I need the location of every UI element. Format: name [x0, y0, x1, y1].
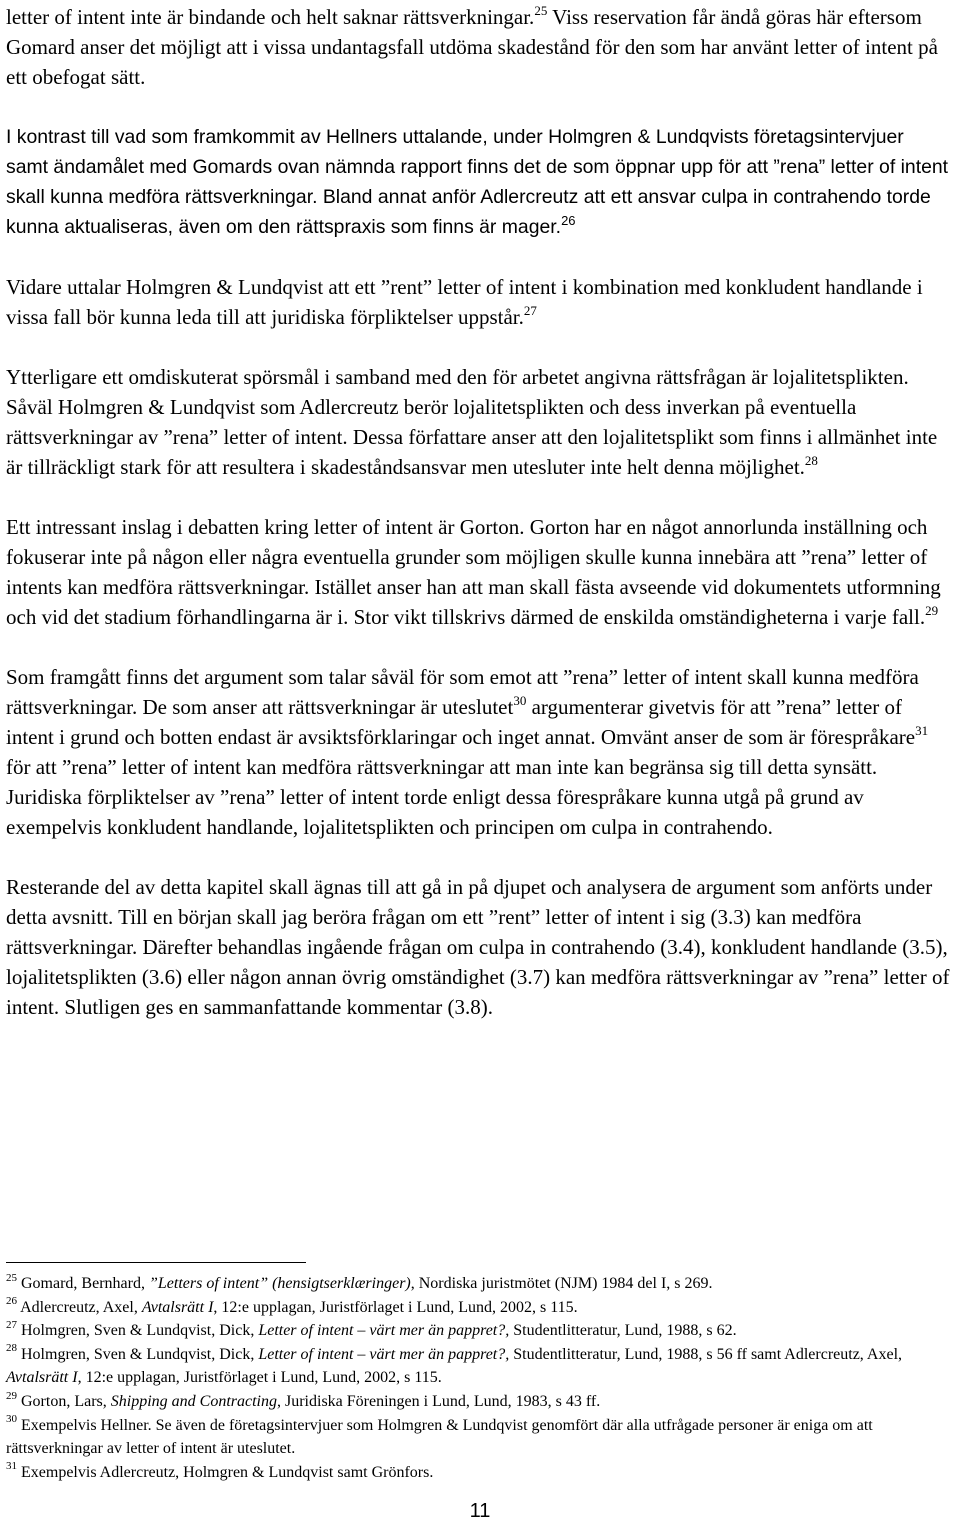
footnote-number: 26: [6, 1295, 17, 1308]
paragraph-1: [6, 2, 950, 92]
footnote-26: [6, 1296, 950, 1320]
footnote-ref-29[interactable]: 29: [925, 603, 939, 618]
footnote-text: , Juridiska Föreningen i Lund, Lund, 1983, s 43 ff.: [277, 1392, 601, 1410]
paragraph-1-text-b: Viss reservation får ändå göras här eftersom Gomard anser det möjligt att i vissa undantagsfall utdöma skadestånd för den som har använt letter of intent på ett obefogat sätt.: [6, 5, 938, 89]
footnotes-section: [6, 1272, 950, 1484]
paragraph-4-text: Ytterligare ett omdiskuterat spörsmål i samband med den för arbetet angivna rättsfrågan är lojalitetsplikten. Såväl Holmgren & Lundqvist som Adlercreutz berör lojalitetsplikten och dess inverkan på eventuella rättsverkningar av ”rena” letter of intent. Dessa författare anser att den lojalitetsplikt som finns i allmänhet inte är tillräckligt stark för att resultera i skadeståndsansvar men utesluter inte helt denna möjlighet.: [6, 365, 938, 479]
footnote-number: 27: [6, 1318, 17, 1331]
footnote-text: , 12:e upplagan, Juristförlaget i Lund, Lund, 2002, s 115.: [77, 1369, 442, 1387]
paragraph-5: [6, 512, 950, 632]
paragraph-7-text: Resterande del av detta kapitel skall ägnas till att gå in på djupet och analysera de argument som anförts under detta avsnitt. Till en början skall jag beröra frågan om ett ”rent” letter of intent i sig (3.3) kan medföra rättsverkningar. Därefter behandlas ingående frågan om culpa in contrahendo (3.4), konkludent handlande (3.5), lojalitetsplikten (3.6) eller någon annan övrig omständighet (3.7) kan medföra rättsverkningar av ”rena” letter of intent. Slutligen ges en sammanfattande kommentar (3.8).: [6, 875, 950, 1019]
footnote-text: Adlercreutz, Axel,: [17, 1298, 142, 1316]
paragraph-6-text-b: argumenterar givetvis för att ”rena” letter of intent i grund och botten endast är avsiktsförklaringar och inget annat. Omvänt anser de som är förespråkare: [6, 695, 916, 749]
paragraph-2-text: I kontrast till vad som framkommit av Hellners uttalande, under Holmgren & Lundqvists företagsintervjuer samt ändamålet med Gomards ovan nämnda rapport finns det de som öppnar upp för att ”rena” letter of intent skall kunna medföra rättsverkningar. Bland annat anför Adlercreutz att ett ansvar culpa in contrahendo torde kunna aktualiseras, även om den rättspraxis som finns är mager.: [6, 126, 949, 238]
paragraph-5-text: Ett intressant inslag i debatten kring letter of intent är Gorton. Gorton har en något annorlunda inställning och fokuserar inte på någon eller några eventuella grunder som möjligen skulle kunna innebära att ”rena” letter of intents kan medföra rättsverkningar. Istället anser han att man skall fästa avseende vid dokumentets utformning och vid det stadium förhandlingarna är i. Stor vikt tillskrivs därmed de enskilda omständigheterna i varje fall.: [6, 515, 941, 629]
paragraph-3-text: Vidare uttalar Holmgren & Lundqvist att ett ”rent” letter of intent i kombination med konkludent handlande i vissa fall bör kunna leda till att juridiska förpliktelser uppstår.: [6, 275, 923, 329]
footnote-28: [6, 1343, 950, 1390]
document-page: [6, 0, 950, 1022]
footnote-ref-28[interactable]: 28: [804, 453, 818, 468]
paragraph-2: [6, 122, 950, 242]
footnote-27: [6, 1319, 950, 1343]
footnote-ref-25[interactable]: 25: [534, 3, 548, 18]
footnote-31: [6, 1461, 950, 1485]
footnote-number: 29: [6, 1389, 17, 1402]
footnote-25: [6, 1272, 950, 1296]
footnote-29: [6, 1390, 950, 1414]
footnote-number: 31: [6, 1460, 17, 1473]
paragraph-4: [6, 362, 950, 482]
footnote-ref-30[interactable]: 30: [513, 693, 527, 708]
paragraph-6-text-c: för att ”rena” letter of intent kan medföra rättsverkningar att man inte kan begränsa sig till detta synsätt. Juridiska förpliktelser av ”rena” letter of intent torde enligt dessa förespråkare kunna utgå på grund av exempelvis konkludent handlande, lojalitetsplikten och principen om culpa in contrahendo.: [6, 755, 878, 839]
paragraph-6-text-a: Som framgått finns det argument som talar såväl för som emot att ”rena” letter of intent skall kunna medföra rättsverkningar. De som anser att rättsverkningar är uteslutet: [6, 665, 919, 719]
footnote-title: Shipping and Contracting: [110, 1392, 277, 1410]
footnote-title: Avtalsrätt I: [141, 1298, 214, 1316]
paragraph-1-text-a: letter of intent inte är bindande och helt saknar rättsverkningar.: [6, 5, 535, 29]
footnote-text: Exempelvis Hellner. Se även de företagsintervjuer som Holmgren & Lundqvist genomfört där alla utfrågade personer är eniga om att rättsverkningar av letter of intent är uteslutet.: [6, 1416, 873, 1458]
page-number: 11: [469, 1500, 491, 1522]
footnote-text: , 12:e upplagan, Juristförlaget i Lund, Lund, 2002, s 115.: [213, 1298, 578, 1316]
footnote-text: Studentlitteratur, Lund, 1988, s 56 ff samt Adlercreutz, Axel,: [509, 1345, 903, 1363]
footnote-ref-26[interactable]: 26: [561, 212, 576, 228]
footnote-text: Gorton, Lars,: [17, 1392, 111, 1410]
paragraph-6: [6, 662, 950, 842]
footnote-text: Holmgren, Sven & Lundqvist, Dick,: [17, 1322, 259, 1340]
footnote-ref-27[interactable]: 27: [523, 303, 537, 318]
footnote-text: Studentlitteratur, Lund, 1988, s 62.: [509, 1322, 737, 1340]
footnote-text: Holmgren, Sven & Lundqvist, Dick,: [17, 1345, 259, 1363]
footnote-title: Letter of intent – värt mer än pappret?,: [258, 1345, 510, 1363]
footnote-separator: [6, 1262, 306, 1263]
footnote-number: 25: [6, 1271, 17, 1284]
footnote-text: Exempelvis Adlercreutz, Holmgren & Lundqvist samt Grönfors.: [17, 1463, 434, 1481]
footnote-title: Avtalsrätt I: [6, 1369, 78, 1387]
paragraph-3: [6, 272, 950, 332]
footnote-text: Gomard, Bernhard,: [17, 1275, 149, 1292]
footnote-ref-31[interactable]: 31: [915, 723, 929, 738]
footnote-30: [6, 1414, 950, 1461]
footnote-title: Letter of intent – värt mer än pappret?,: [258, 1322, 510, 1340]
footnote-text: , Nordiska juristmötet (NJM) 1984 del I, s 269.: [410, 1275, 713, 1292]
footnote-number: 30: [6, 1413, 17, 1426]
paragraph-7: [6, 872, 950, 1022]
footnote-number: 28: [6, 1342, 17, 1355]
footnote-title: ”Letters of intent” (hensigtserklæringer): [148, 1275, 411, 1292]
